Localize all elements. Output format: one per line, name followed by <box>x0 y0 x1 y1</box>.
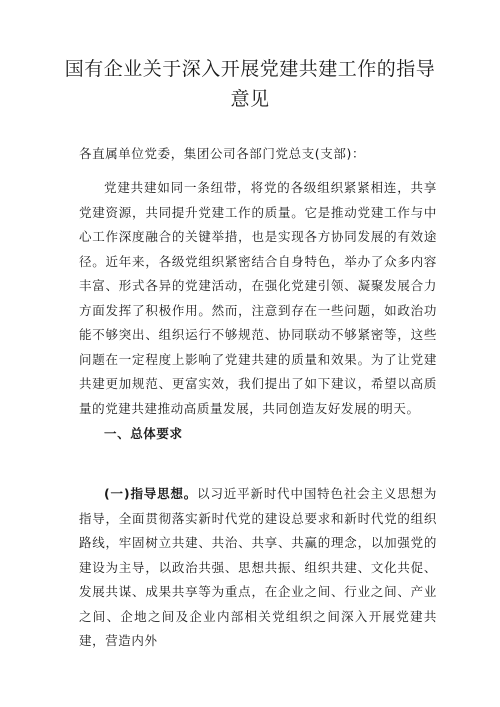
paragraph-lead: (一)指导思想。 <box>104 486 198 501</box>
section-heading-general-requirements: 一、总体要求 <box>104 426 183 441</box>
intro-paragraph: 党建共建如同一条纽带，将党的各级组织紧紧相连，共享党建资源，共同提升党建工作的质量。它是推动党建工作与中心工作深度融合的关键举措，也是实现各方协同发展的有效途径。近年来，各级党组织紧密结合自身特色，举办了众多内容丰富、形式各异的党建活动，在强化党建引领、凝聚发展合力方面发挥了积极作用。然而，注意到存在一些问题，如政治功能不够突出、组织运行不够规范、协同联动不够紧密等，这些问题在一定程度上影响了党建共建的质量和效果。为了让党建共建更加规范、更富实效，我们提出了如下建议，希望以高质量的党建共建推动高质量发展，共同创造友好发展的明天。 <box>79 180 437 416</box>
salutation: 各直属单位党委，集团公司各部门党总支(支部)： <box>79 146 366 161</box>
paragraph-body: 以习近平新时代中国特色社会主义思想为指导，全面贯彻落实新时代党的建设总要求和新时代党的组织路线，牢固树立共建、共治、共享、共赢的理念，以加强党的建设为主导，以政治共强、思想共振、组织共建、文化共促、发展共谋、成果共享等为重点，在企业之间、行业之间、产业之间、企地之间及企业内部相关党组织之间深入开展党建共建，营造内外 <box>79 486 437 648</box>
document-title: 国有企业关于深入开展党建共建工作的指导意见 <box>64 58 436 110</box>
guiding-ideology-paragraph <box>79 482 437 654</box>
